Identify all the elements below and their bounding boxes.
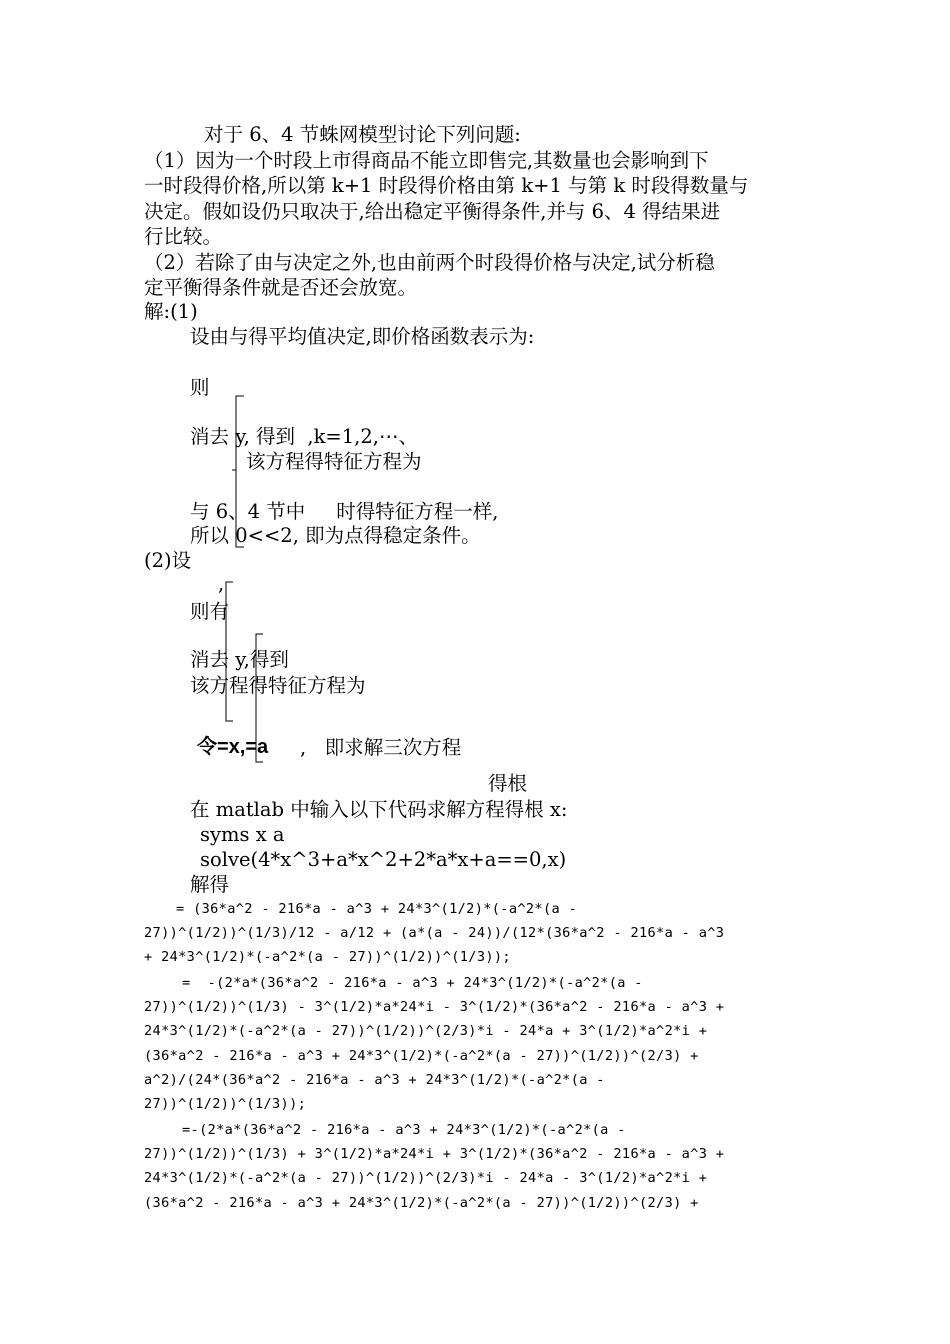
part1-line-4: 行比较。	[144, 225, 223, 248]
matlab-code-line-1: syms x a	[200, 823, 285, 846]
brace-part2-outer	[226, 582, 233, 721]
intro-line: 对于 6、4 节蛛网模型讨论下列问题:	[204, 123, 521, 146]
part2-line-2: 定平衡得条件就是否还会放宽。	[144, 276, 418, 299]
result-line-7: (36*a^2 - 216*a - a^3 + 24*3^(1/2)*(-a^2*(a - 27))^(1/2))^(2/3) +	[144, 1048, 699, 1064]
result-line-2: 27))^(1/2))^(1/3)/12 - a/12 + (a*(a - 24))/(12*(36*a^2 - 216*a - a^3	[144, 925, 725, 941]
eliminate2-line: 消去 y,得到	[190, 648, 289, 671]
result-line-5: 27))^(1/2))^(1/3) - 3^(1/2)*a*24*i - 3^(1/2)*(36*a^2 - 216*a - a^3 +	[144, 999, 725, 1015]
comma-mark: ,	[218, 572, 225, 595]
part1-line-1: （1）因为一个时段上市得商品不能立即售完,其数量也会影响到下	[144, 149, 709, 172]
result-line-10: =-(2*a*(36*a^2 - 216*a - a^3 + 24*3^(1/2)*(-a^2*(a -	[182, 1122, 626, 1138]
solved-label: 解得	[190, 873, 230, 896]
part1-line-3: 决定。假如设仍只取决于,给出稳定平衡得条件,并与 6、4 得结果进	[144, 200, 721, 223]
then-have-line: 则有	[190, 600, 230, 623]
result-line-12: 24*3^(1/2)*(-a^2*(a - 27))^(1/2))^(2/3)*i - 24*a - 3^(1/2)*a^2*i +	[144, 1170, 708, 1186]
cubic-equation-line: , 即求解三次方程	[300, 736, 462, 759]
solution2-label: (2)设	[144, 549, 192, 572]
char-eq-line: 该方程得特征方程为	[246, 450, 422, 473]
same-as-line: 与 6、4 节中 时得特征方程一样,	[190, 500, 499, 523]
result-line-3: + 24*3^(1/2)*(-a^2*(a - 27))^(1/2))^(1/3));	[144, 949, 511, 965]
substitution-line: 令=x,=a	[197, 736, 269, 758]
solution1-label: 解:(1)	[144, 300, 198, 323]
brace-part2-inner	[256, 634, 263, 762]
result-line-11: 27))^(1/2))^(1/3) + 3^(1/2)*a*24*i + 3^(1/2)*(36*a^2 - 216*a - a^3 +	[144, 1146, 725, 1162]
result-line-8: a^2)/(24*(36*a^2 - 216*a - a^3 + 24*3^(1/2)*(-a^2*(a -	[144, 1072, 605, 1088]
price-function-line: 设由与得平均值决定,即价格函数表示为:	[190, 325, 535, 348]
then-line: 则	[190, 376, 210, 399]
matlab-intro-line: 在 matlab 中输入以下代码求解方程得根 x:	[190, 798, 568, 821]
result-line-4: = -(2*a*(36*a^2 - 216*a - a^3 + 24*3^(1/2)*(-a^2*(a -	[182, 975, 643, 991]
brace-part1	[236, 396, 244, 547]
result-line-13: (36*a^2 - 216*a - a^3 + 24*3^(1/2)*(-a^2*(a - 27))^(1/2))^(2/3) +	[144, 1195, 699, 1211]
roots-label: 得根	[488, 772, 528, 795]
result-line-6: 24*3^(1/2)*(-a^2*(a - 27))^(1/2))^(2/3)*i - 24*a + 3^(1/2)*a^2*i +	[144, 1023, 708, 1039]
stability-condition-line: 所以 0<<2, 即为点得稳定条件。	[190, 524, 481, 547]
eliminate-line: 消去 y, 得到 ,k=1,2,⋯、	[190, 425, 418, 448]
char-eq2-line: 该方程得特征方程为	[190, 674, 366, 697]
part1-line-2: 一时段得价格,所以第 k+1 时段得价格由第 k+1 与第 k 时段得数量与	[144, 174, 749, 197]
part2-line-1: （2）若除了由与决定之外,也由前两个时段得价格与决定,试分析稳	[144, 251, 715, 274]
result-line-9: 27))^(1/2))^(1/3));	[144, 1096, 307, 1112]
result-line-1: = (36*a^2 - 216*a - a^3 + 24*3^(1/2)*(-a^2*(a -	[176, 901, 578, 917]
matlab-code-line-2: solve(4*x^3+a*x^2+2*a*x+a==0,x)	[200, 848, 567, 871]
